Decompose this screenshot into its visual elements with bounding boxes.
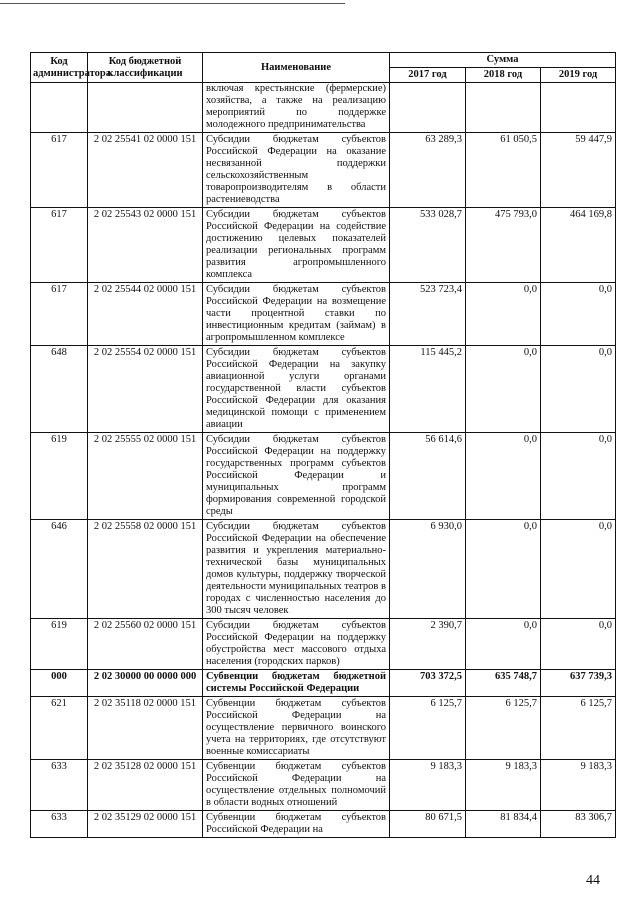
sum-2018-cell: 0,0 bbox=[466, 520, 541, 619]
table-row bbox=[31, 520, 616, 619]
name-cell: Субвенции бюджетам субъектов Российской Федерации на осуществление отдельных полномочий в области водных отношений bbox=[203, 760, 390, 811]
continuation-text: включая крестьянские (фермерские) хозяйства, а также на реализацию мероприятий по поддержке молодежного предпринимательства bbox=[203, 83, 390, 133]
table-row bbox=[31, 811, 616, 838]
sum-2017-cell: 2 390,7 bbox=[390, 619, 466, 670]
table-row bbox=[31, 619, 616, 670]
admin-code-cell: 617 bbox=[31, 133, 88, 208]
sum-2017-cell: 523 723,4 bbox=[390, 283, 466, 346]
kbk-cell: 2 02 25544 02 0000 151 bbox=[88, 283, 203, 346]
sum-2019-cell: 0,0 bbox=[541, 433, 616, 520]
table-row bbox=[31, 346, 616, 433]
sum-2017-cell: 63 289,3 bbox=[390, 133, 466, 208]
budget-table bbox=[30, 52, 616, 838]
table-row bbox=[31, 697, 616, 760]
sum-2019-cell: 0,0 bbox=[541, 283, 616, 346]
sum-2018-cell: 61 050,5 bbox=[466, 133, 541, 208]
sum-2019-cell: 637 739,3 bbox=[541, 670, 616, 697]
sum-2017-cell: 80 671,5 bbox=[390, 811, 466, 838]
name-cell: Субсидии бюджетам субъектов Российской Федерации на поддержку государственных программ субъектов Российской Федерации и муниципальных программ формирования современной городской среды bbox=[203, 433, 390, 520]
header-2019: 2019 год bbox=[541, 68, 616, 83]
page-number: 44 bbox=[586, 873, 600, 888]
top-rule bbox=[0, 3, 345, 4]
sum-2019-cell: 464 169,8 bbox=[541, 208, 616, 283]
kbk-cell: 2 02 35128 02 0000 151 bbox=[88, 760, 203, 811]
sum-2017-cell: 9 183,3 bbox=[390, 760, 466, 811]
header-kbk: Код бюджетной классификации bbox=[88, 53, 203, 83]
sum-2018-cell: 81 834,4 bbox=[466, 811, 541, 838]
sum-2017-cell: 6 125,7 bbox=[390, 697, 466, 760]
name-cell: Субвенции бюджетам субъектов Российской Федерации на осуществление первичного воинского учета на территориях, где отсутствуют военные комиссариаты bbox=[203, 697, 390, 760]
budget-table-wrapper bbox=[30, 52, 615, 838]
table-row bbox=[31, 760, 616, 811]
admin-code-cell: 619 bbox=[31, 433, 88, 520]
sum-2019-cell: 59 447,9 bbox=[541, 133, 616, 208]
admin-code-cell: 633 bbox=[31, 760, 88, 811]
kbk-cell: 2 02 30000 00 0000 000 bbox=[88, 670, 203, 697]
admin-code-cell: 633 bbox=[31, 811, 88, 838]
name-cell: Субвенции бюджетам бюджетной системы Российской Федерации bbox=[203, 670, 390, 697]
continuation-row bbox=[31, 83, 616, 133]
name-cell: Субсидии бюджетам субъектов Российской Федерации на содействие достижению целевых показателей реализации региональных программ развития агропромышленного комплекса bbox=[203, 208, 390, 283]
kbk-cell: 2 02 25543 02 0000 151 bbox=[88, 208, 203, 283]
name-cell: Субсидии бюджетам субъектов Российской Федерации на закупку авиационной услуги органами государственной власти субъектов Российской Федерации для оказания медицинской помощи с применением авиации bbox=[203, 346, 390, 433]
sum-2018-cell: 475 793,0 bbox=[466, 208, 541, 283]
sum-2017-cell: 115 445,2 bbox=[390, 346, 466, 433]
table-row bbox=[31, 283, 616, 346]
kbk-cell: 2 02 25560 02 0000 151 bbox=[88, 619, 203, 670]
header-admin-code: Код администратора bbox=[31, 53, 88, 83]
sum-2017-cell: 703 372,5 bbox=[390, 670, 466, 697]
table-row bbox=[31, 133, 616, 208]
sum-2018-cell: 6 125,7 bbox=[466, 697, 541, 760]
kbk-cell: 2 02 25554 02 0000 151 bbox=[88, 346, 203, 433]
name-cell: Субвенции бюджетам субъектов Российской Федерации на bbox=[203, 811, 390, 838]
header-2018: 2018 год bbox=[466, 68, 541, 83]
sum-2018-cell: 9 183,3 bbox=[466, 760, 541, 811]
admin-code-cell: 619 bbox=[31, 619, 88, 670]
kbk-cell: 2 02 35129 02 0000 151 bbox=[88, 811, 203, 838]
sum-2018-cell: 0,0 bbox=[466, 433, 541, 520]
kbk-cell: 2 02 25555 02 0000 151 bbox=[88, 433, 203, 520]
name-cell: Субсидии бюджетам субъектов Российской Федерации на поддержку обустройства мест массового отдыха населения (городских парков) bbox=[203, 619, 390, 670]
admin-code-cell: 617 bbox=[31, 283, 88, 346]
admin-code-cell: 648 bbox=[31, 346, 88, 433]
header-2017: 2017 год bbox=[390, 68, 466, 83]
sum-2018-cell: 635 748,7 bbox=[466, 670, 541, 697]
admin-code-cell: 621 bbox=[31, 697, 88, 760]
sum-2018-cell: 0,0 bbox=[466, 619, 541, 670]
name-cell: Субсидии бюджетам субъектов Российской Федерации на оказание несвязанной поддержки сельскохозяйственным товаропроизводителям в области растениеводства bbox=[203, 133, 390, 208]
header-sum: Сумма bbox=[390, 53, 616, 68]
admin-code-cell: 617 bbox=[31, 208, 88, 283]
kbk-cell: 2 02 25541 02 0000 151 bbox=[88, 133, 203, 208]
table-body bbox=[31, 83, 616, 838]
sum-2019-cell: 9 183,3 bbox=[541, 760, 616, 811]
sum-2019-cell: 0,0 bbox=[541, 346, 616, 433]
sum-2017-cell: 56 614,6 bbox=[390, 433, 466, 520]
name-cell: Субсидии бюджетам субъектов Российской Федерации на обеспечение развития и укрепления материально-технической базы муниципальных домов культуры, поддержку творческой деятельности муниципальных театров в городах с численностью населения до 300 тысяч человек bbox=[203, 520, 390, 619]
table-row bbox=[31, 208, 616, 283]
header-name: Наименование bbox=[203, 53, 390, 83]
table-row bbox=[31, 433, 616, 520]
name-cell: Субсидии бюджетам субъектов Российской Федерации на возмещение части процентной ставки по инвестиционным кредитам (займам) в агропромышленном комплексе bbox=[203, 283, 390, 346]
admin-code-cell: 646 bbox=[31, 520, 88, 619]
sum-2019-cell: 0,0 bbox=[541, 520, 616, 619]
sum-2018-cell: 0,0 bbox=[466, 346, 541, 433]
sum-2017-cell: 6 930,0 bbox=[390, 520, 466, 619]
kbk-cell: 2 02 25558 02 0000 151 bbox=[88, 520, 203, 619]
sum-2019-cell: 83 306,7 bbox=[541, 811, 616, 838]
sum-2018-cell: 0,0 bbox=[466, 283, 541, 346]
sum-2019-cell: 6 125,7 bbox=[541, 697, 616, 760]
sum-2019-cell: 0,0 bbox=[541, 619, 616, 670]
sum-2017-cell: 533 028,7 bbox=[390, 208, 466, 283]
admin-code-cell: 000 bbox=[31, 670, 88, 697]
table-row bbox=[31, 670, 616, 697]
kbk-cell: 2 02 35118 02 0000 151 bbox=[88, 697, 203, 760]
